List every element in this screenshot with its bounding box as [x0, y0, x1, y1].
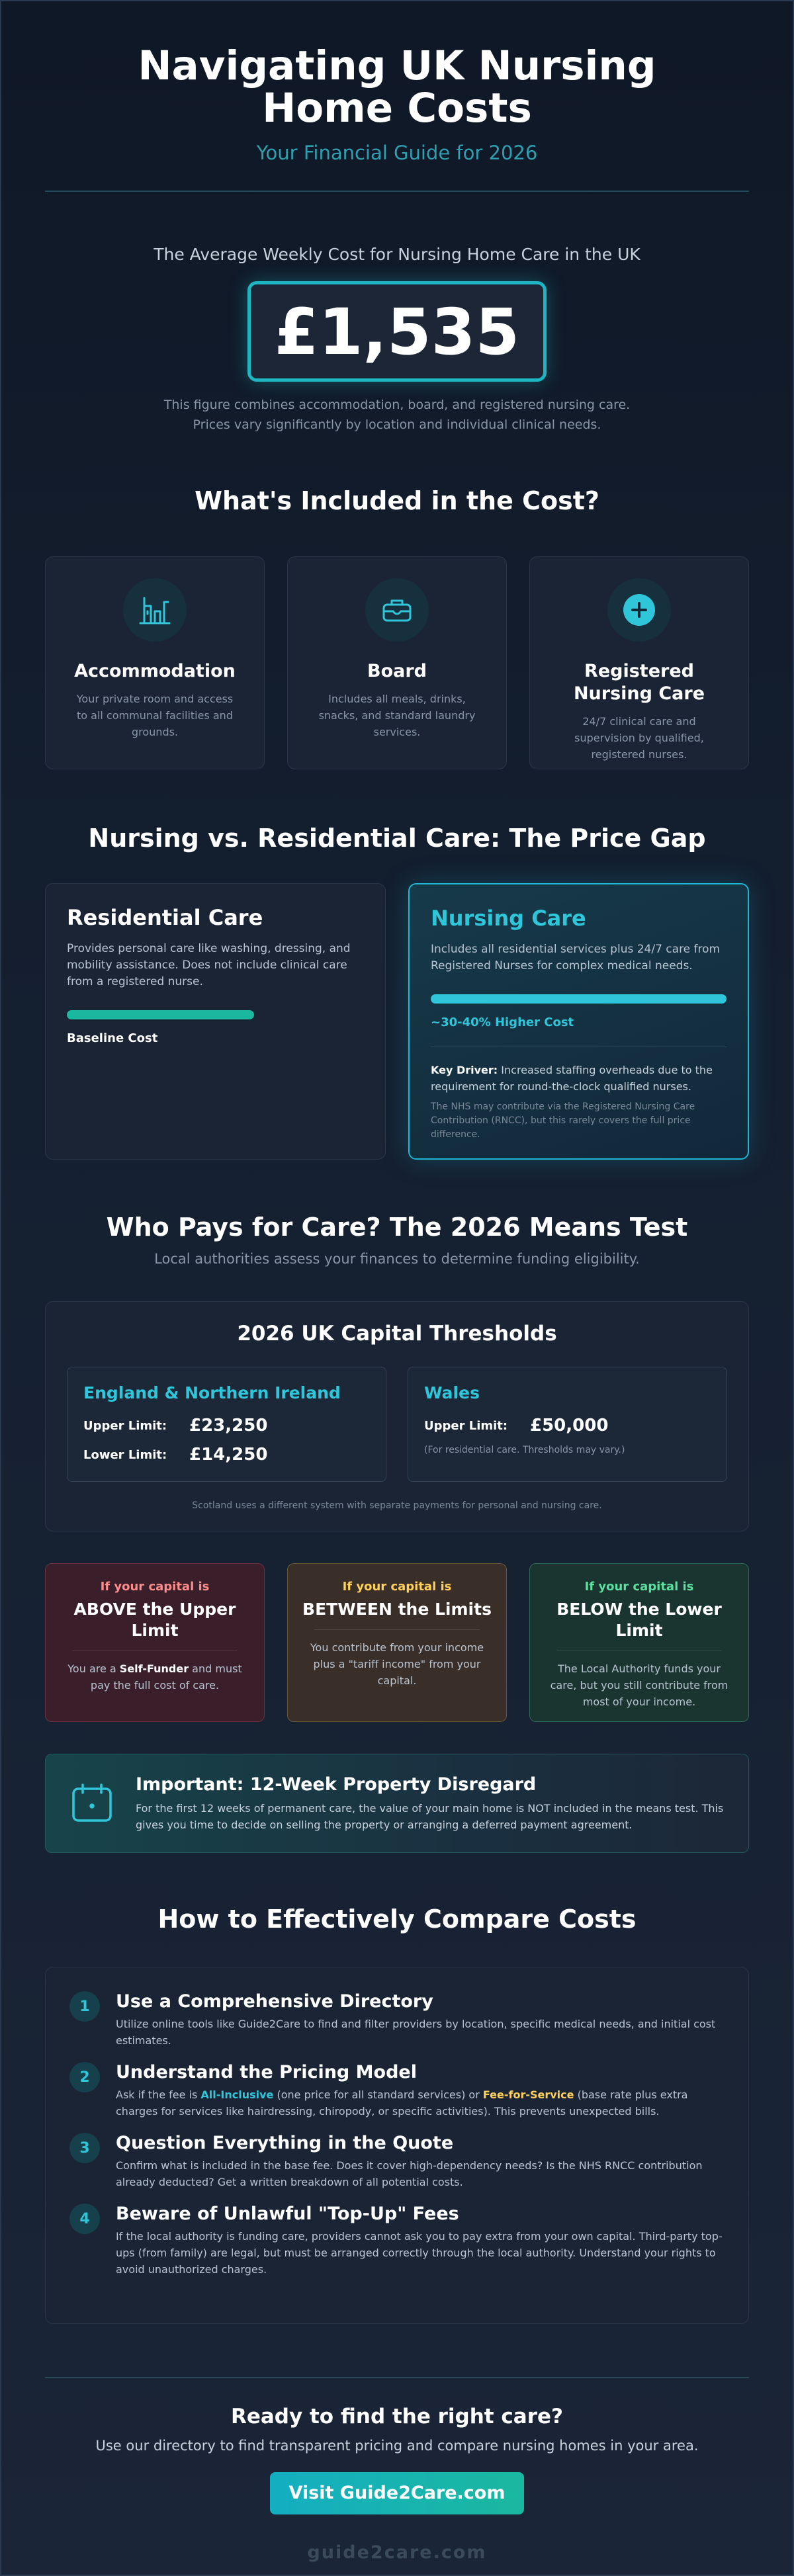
residential-desc: Provides personal care like washing, dressing, and mobility assistance. Does not include clinical care from a registered nurse.: [67, 942, 351, 988]
compare-step: [69, 2062, 725, 2120]
step-desc: Utilize online tools like Guide2Care to find and filter providers by location, specific medical needs, and initial cost estimates.: [116, 2018, 716, 2047]
step-body: [116, 2133, 725, 2190]
step-title: Question Everything in the Quote: [116, 2133, 454, 2153]
thresholds-title: 2026 UK Capital Thresholds: [237, 1322, 557, 1346]
nursing-title: Nursing Care: [431, 906, 586, 931]
step-body: [116, 1991, 725, 2049]
key-driver-label: Key Driver:: [431, 1064, 498, 1076]
step-desc: Confirm what is included in the base fee. Does it cover high-dependency needs? Is the NHS RNCC contribution already deducted? Get a written breakdown of all potential costs.: [116, 2159, 703, 2188]
included-title: Accommodation: [74, 661, 236, 681]
meal-tray-icon: [365, 578, 429, 642]
all-inclusive-highlight: All-Inclusive: [200, 2088, 274, 2101]
lower-limit-label: Lower Limit:: [83, 1447, 167, 1462]
step-desc-part: Ask if the fee is: [116, 2088, 201, 2101]
nursing-card: [408, 883, 749, 1160]
scenario-kicker: If your capital is: [342, 1580, 452, 1594]
included-cards: [45, 556, 749, 769]
key-driver: [431, 1062, 727, 1095]
step-title: Beware of Unlawful "Top-Up" Fees: [116, 2204, 459, 2224]
upper-limit-row: [424, 1416, 711, 1436]
step-number: 1: [69, 1991, 100, 2022]
step-desc-part: (base rate plus extra charges for services like hairdressing, chiropody, or specific activities). This prevents unexpected bills.: [116, 2088, 688, 2118]
included-card-nursing: [529, 556, 749, 769]
scenario-below: [529, 1563, 749, 1722]
step-desc: If the local authority is funding care, providers cannot ask you to pay extra from your own capital. Third-party top-ups (from family) are legal, but must be arranged correctly through the local authority. Understand your rights to avoid unauthorized charges.: [116, 2230, 723, 2276]
page-subtitle: Your Financial Guide for 2026: [256, 142, 538, 164]
scenario-divider: [314, 1629, 480, 1630]
scenario-desc: The Local Authority funds your care, but you still contribute from most of your income.: [550, 1662, 728, 1708]
thresholds-card: [45, 1301, 749, 1531]
cta-subtitle: Use our directory to find transparent pricing and compare nursing homes in your area.: [95, 2438, 699, 2454]
step-desc-part: (one price for all standard services) or: [273, 2088, 483, 2101]
step-title: Understand the Pricing Model: [116, 2062, 417, 2082]
fee-for-service-highlight: Fee-for-Service: [482, 2088, 574, 2101]
threshold-england: [67, 1367, 386, 1482]
scenario-desc: You contribute from your income plus a "tariff income" from your capital.: [310, 1641, 484, 1687]
scenario-desc-post: and must pay the full cost of care.: [90, 1662, 242, 1692]
scotland-footnote: Scotland uses a different system with separate payments for personal and nursing care.: [192, 1500, 602, 1511]
building-icon: [123, 578, 187, 642]
thresholds-boxes: [67, 1367, 727, 1482]
step-desc: [116, 2086, 725, 2120]
scenario-kicker: If your capital is: [100, 1580, 210, 1594]
price-gap-cards: [45, 883, 749, 1160]
scenario-heading: BELOW the Lower Limit: [556, 1600, 722, 1640]
key-driver-text: Increased staffing overheads due to the requirement for round-the-clock qualified nurses.: [431, 1064, 713, 1093]
region-name: England & Northern Ireland: [83, 1383, 341, 1402]
scenario-desc-pre: You are a: [67, 1662, 120, 1675]
compare-step: [69, 2204, 725, 2278]
step-title: Use a Comprehensive Directory: [116, 1991, 433, 2012]
included-heading: What's Included in the Cost?: [195, 486, 599, 515]
included-card-accommodation: [45, 556, 265, 769]
included-title: Board: [367, 661, 427, 681]
compare-step: [69, 2133, 725, 2190]
step-body: [116, 2204, 725, 2278]
upper-limit-label: Upper Limit:: [424, 1418, 508, 1433]
wales-note: (For residential care. Thresholds may vary.): [424, 1445, 625, 1455]
upper-limit-label: Upper Limit:: [83, 1418, 167, 1433]
upper-limit-value: £23,250: [189, 1416, 268, 1436]
scenario-between: [287, 1563, 507, 1722]
disregard-title: Important: 12-Week Property Disregard: [136, 1774, 537, 1795]
compare-step: [69, 1991, 725, 2049]
disregard-desc: For the first 12 weeks of permanent care, the value of your main home is NOT included in the means test. This gives you time to decide on selling the property or arranging a deferred payment agreement.: [136, 1801, 724, 1831]
compare-heading: How to Effectively Compare Costs: [157, 1905, 637, 1934]
average-cost-section: [1, 245, 793, 435]
included-desc: Your private room and access to all communal facilities and grounds.: [76, 693, 234, 738]
means-test-heading: Who Pays for Care? The 2026 Means Test: [106, 1213, 688, 1242]
residential-cost-bar: [67, 1010, 254, 1019]
step-number: 2: [69, 2062, 100, 2092]
lower-limit-row: [83, 1445, 370, 1465]
region-name: Wales: [424, 1383, 480, 1402]
scenario-kicker: If your capital is: [584, 1580, 694, 1594]
property-disregard-banner: [45, 1754, 749, 1853]
scenario-desc: [60, 1660, 249, 1694]
cta-section: [1, 2377, 793, 2563]
step-number: 3: [69, 2133, 100, 2163]
lower-limit-value: £14,250: [189, 1445, 268, 1465]
visit-guide2care-button[interactable]: Visit Guide2Care.com: [270, 2472, 524, 2514]
step-number: 4: [69, 2204, 100, 2234]
average-cost-value: £1,535: [247, 281, 547, 382]
upper-limit-value: £50,000: [530, 1416, 609, 1436]
medical-plus-icon: [607, 578, 671, 642]
average-cost-note: This figure combines accommodation, board, and registered nursing care. Prices vary significantly by location and individual clinical needs.: [163, 398, 631, 432]
means-test-subheading: Local authorities assess your finances to determine funding eligibility.: [154, 1251, 640, 1267]
scenario-heading: BETWEEN the Limits: [302, 1600, 492, 1619]
step-body: [116, 2062, 725, 2120]
compare-steps-card: [45, 1967, 749, 2324]
included-card-board: [287, 556, 507, 769]
average-cost-label: The Average Weekly Cost for Nursing Home Care in the UK: [154, 245, 640, 264]
residential-card: [45, 883, 386, 1160]
calendar-icon: [69, 1781, 114, 1826]
included-desc: 24/7 clinical care and supervision by qualified, registered nurses.: [574, 715, 704, 761]
included-title: Registered Nursing Care: [573, 661, 705, 704]
disregard-text: [136, 1774, 725, 1833]
threshold-wales: [408, 1367, 727, 1482]
residential-bar-label: Baseline Cost: [67, 1031, 158, 1045]
cta-divider: [45, 2377, 749, 2378]
scenario-desc-bold: Self-Funder: [119, 1662, 189, 1675]
rncc-note: The NHS may contribute via the Registered Nursing Care Contribution (RNCC), but this rarely covers the full price difference.: [431, 1101, 695, 1140]
footer-logo: guide2care.com: [307, 2542, 487, 2563]
scenario-cards: [45, 1563, 749, 1722]
nursing-desc: Includes all residential services plus 24/7 care from Registered Nurses for complex medical needs.: [431, 943, 721, 972]
nursing-cost-bar: [431, 994, 727, 1004]
scenario-heading: ABOVE the Upper Limit: [73, 1600, 236, 1640]
upper-limit-row: [83, 1416, 370, 1436]
included-desc: Includes all meals, drinks, snacks, and standard laundry services.: [318, 693, 476, 738]
nursing-bar-label: ~30-40% Higher Cost: [431, 1015, 574, 1029]
scenario-above: [45, 1563, 265, 1722]
header: [1, 1, 793, 192]
price-gap-heading: Nursing vs. Residential Care: The Price Gap: [88, 824, 706, 853]
page-title: Navigating UK Nursing Home Costs: [138, 42, 656, 132]
residential-title: Residential Care: [67, 905, 263, 930]
cta-title: Ready to find the right care?: [230, 2405, 564, 2428]
header-divider: [45, 191, 749, 192]
